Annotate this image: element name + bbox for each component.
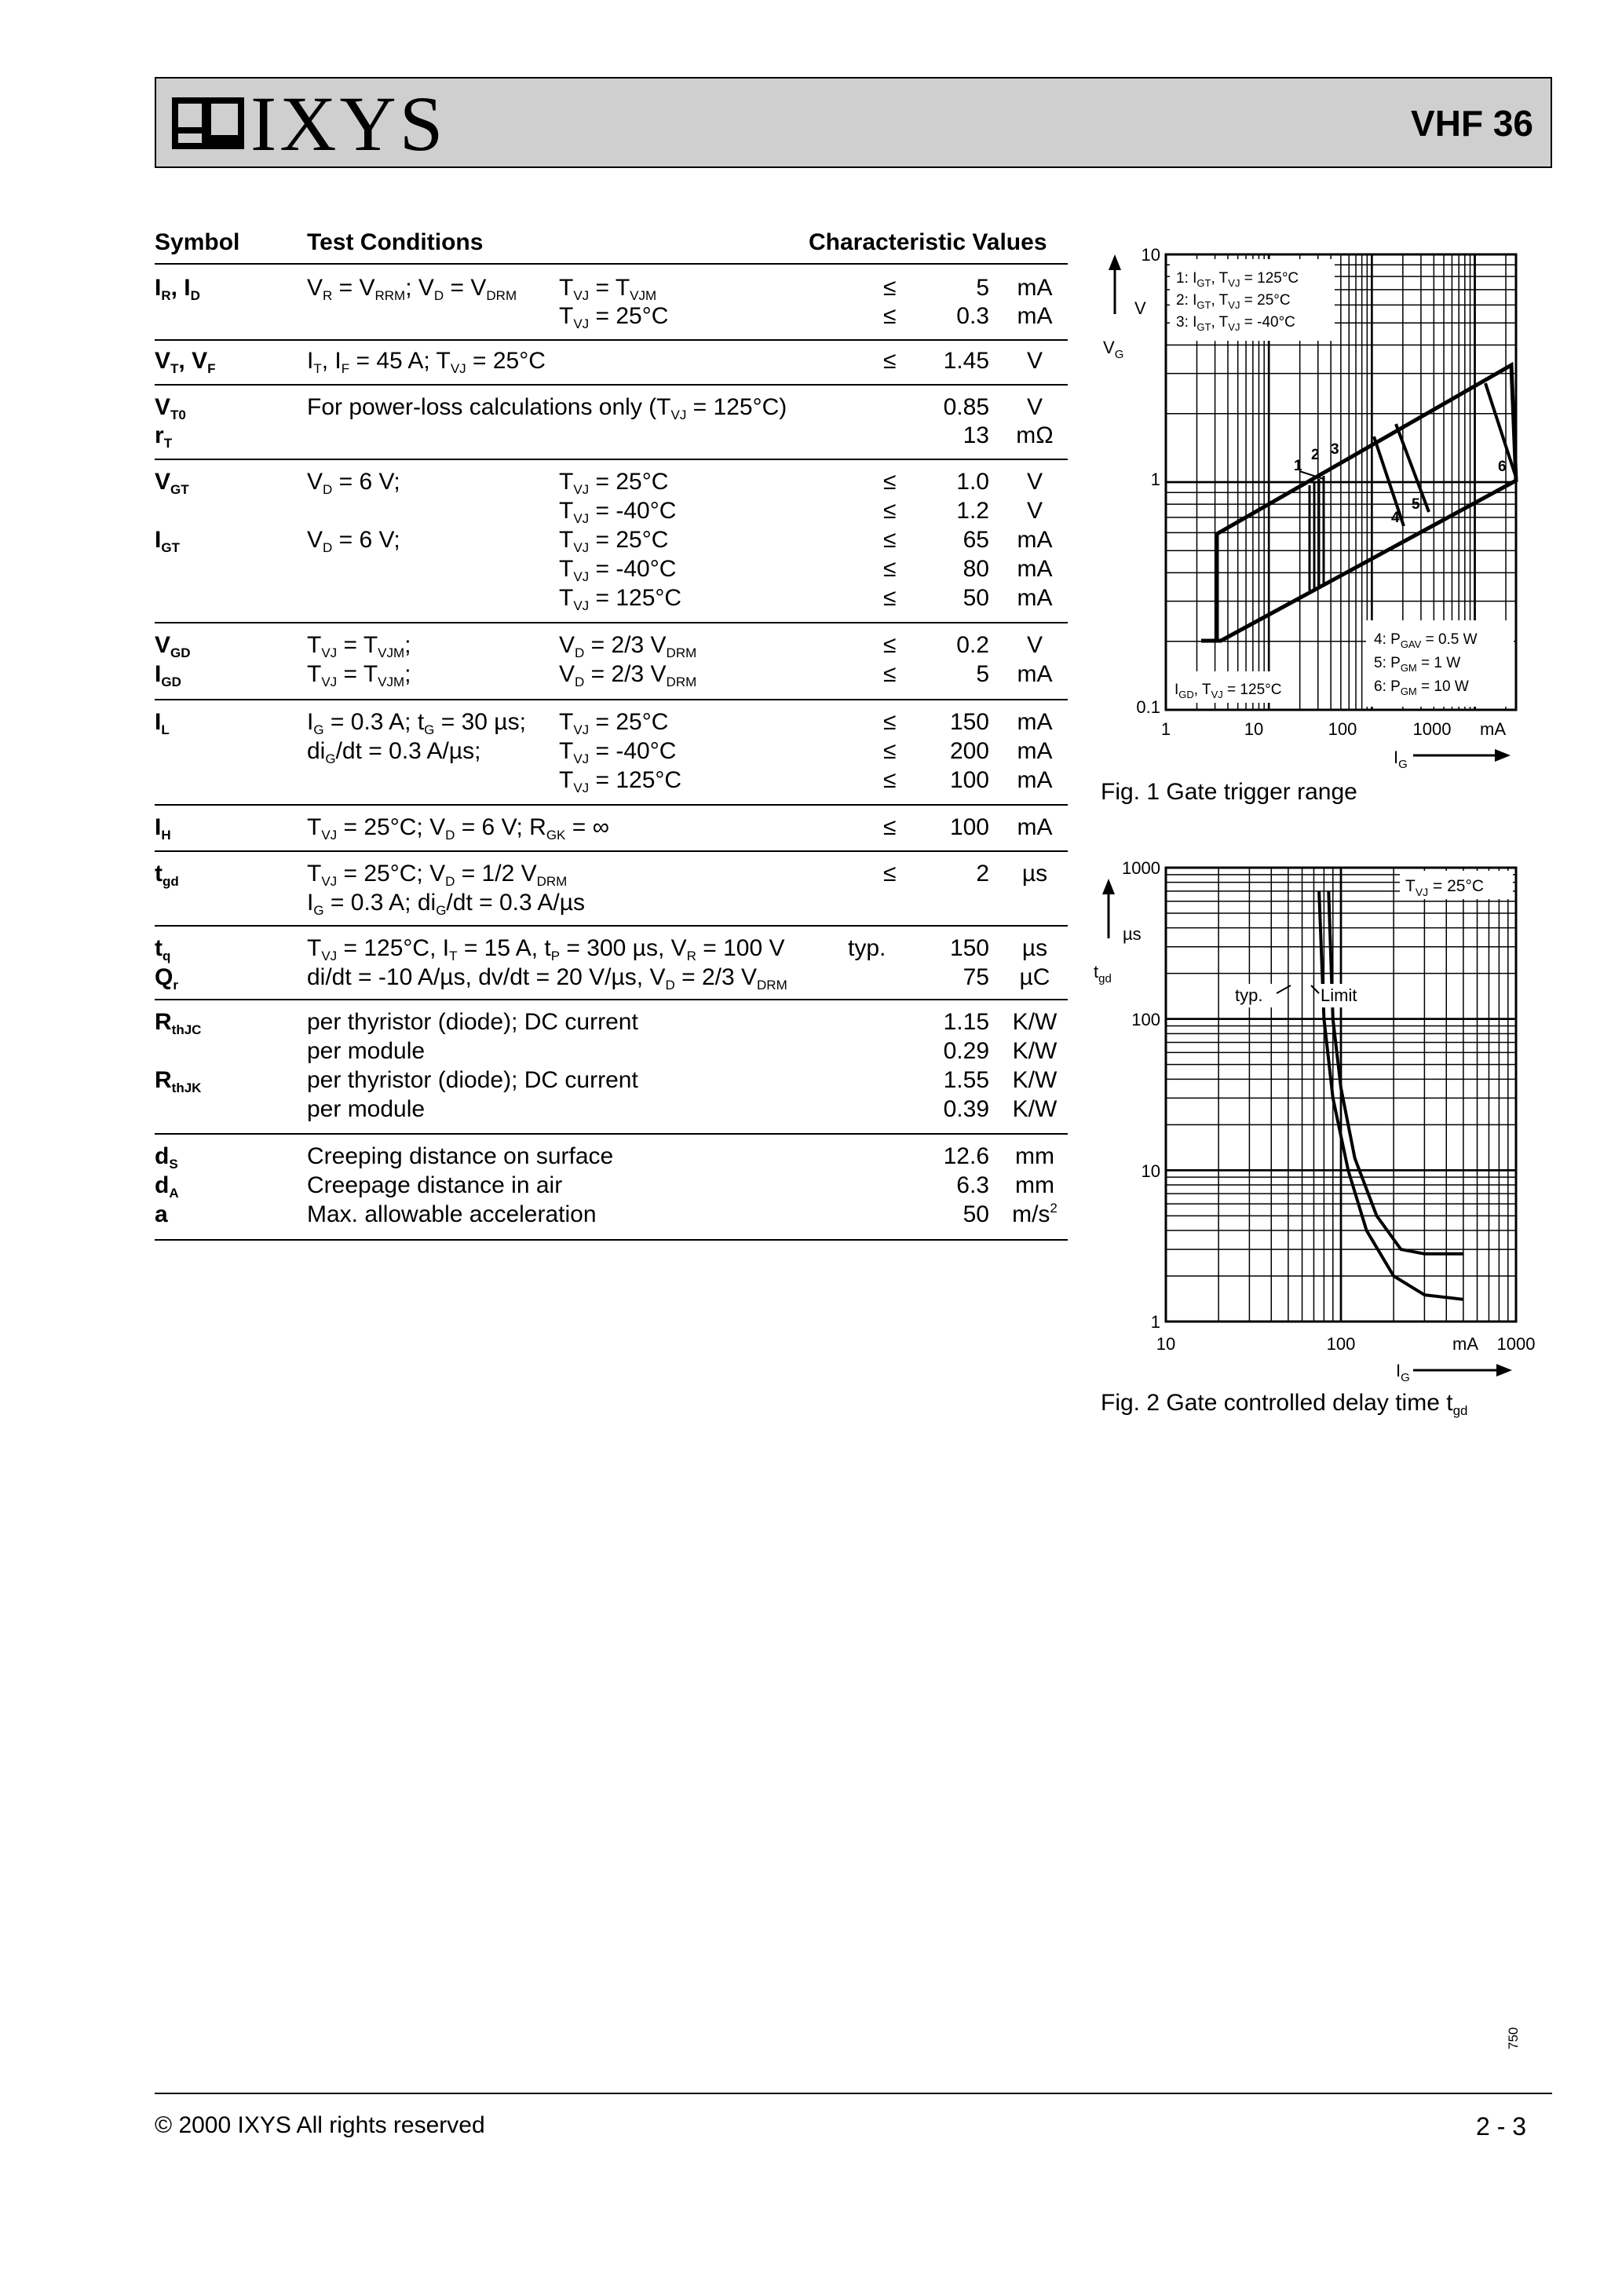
unit: mA: [1017, 709, 1053, 735]
unit: V: [1026, 469, 1043, 495]
ixys-logo: IXYS: [250, 80, 447, 167]
table-rule: [155, 263, 1068, 265]
value: 1.55: [943, 1067, 989, 1093]
table-rule: [155, 850, 1068, 852]
value: 1.2: [956, 498, 989, 524]
table-rule: [155, 925, 1068, 927]
symbol-vt0: $V_{T0}$: [155, 394, 186, 422]
fig2-y-label: $t_{gd}$: [1094, 962, 1112, 985]
fig1-legend-5: 5: $P_{GM}$ = 1 W: [1374, 655, 1461, 674]
cond-t: $T_{VJ} = 25^\circ C$: [559, 469, 669, 497]
cond-igd: $T_{VJ} = T_{VJM}$;: [307, 661, 411, 689]
fig2-ytick: 1: [1150, 1312, 1160, 1332]
unit: µC: [1019, 964, 1050, 990]
fig1-ytick: 10: [1141, 245, 1160, 265]
value: 1.15: [943, 1009, 989, 1035]
cond-igt: $V_D = 6$ V;: [307, 527, 400, 555]
unit: V: [1026, 632, 1043, 658]
value: 80: [963, 556, 989, 582]
unit: K/W: [1012, 1038, 1058, 1064]
value: 13: [963, 422, 989, 448]
cond-rthjk2: per module: [307, 1096, 426, 1122]
unit: V: [1026, 498, 1043, 524]
ixys-logo-mark: [172, 97, 244, 149]
fig1-xtick: 10: [1244, 719, 1264, 739]
symbol-ir-id: $I_R$, $I_D$: [155, 275, 200, 303]
unit: mA: [1017, 556, 1053, 582]
cond-t: $T_{VJ} = -40^\circ C$: [559, 498, 677, 526]
le-sign: ≤: [883, 498, 897, 524]
cond-vd: $V_D = 2/3$ $V_{DRM}$: [559, 632, 697, 660]
value: 65: [963, 527, 989, 553]
unit: mA: [1017, 767, 1053, 793]
fig2-y-unit: µs: [1123, 924, 1142, 944]
unit: $m/s^2$: [1012, 1201, 1058, 1227]
copyright: © 2000 IXYS All rights reserved: [155, 2112, 485, 2138]
cond-tgd: $T_{VJ} = 25^\circ C$; $V_D = 1/2$ $V_{DRM}$: [307, 861, 568, 889]
cond-t: $T_{VJ} = -40^\circ C$: [559, 738, 677, 766]
cond-da: Creepage distance in air: [307, 1172, 563, 1198]
cond-vd: $V_D = 2/3$ $V_{DRM}$: [559, 661, 697, 689]
cond-t: $T_{VJ} = 25^\circ C$: [559, 527, 669, 555]
symbol-da: $d_A$: [155, 1172, 179, 1201]
cond-ir-t2: $T_{VJ} = 25^\circ C$: [559, 303, 669, 331]
unit: mA: [1017, 527, 1053, 553]
value: 0.39: [943, 1096, 989, 1122]
le-sign: ≤: [883, 303, 897, 329]
symbol-vt-vf: $V_T$, $V_F$: [155, 348, 216, 376]
le-sign: ≤: [883, 556, 897, 582]
symbol-vgd: $V_{GD}$: [155, 632, 191, 660]
symbol-tgd: $t_{gd}$: [155, 861, 179, 889]
fig2-chart: [1091, 852, 1539, 1402]
unit: mA: [1017, 585, 1053, 611]
unit: mA: [1017, 661, 1053, 687]
fig2-y-arrow-head: [1102, 879, 1115, 894]
le-sign: ≤: [883, 469, 897, 495]
fig2-caption: Fig. 2 Gate controlled delay time $t_{gd}$: [1101, 1390, 1468, 1418]
cond-ds: Creeping distance on surface: [307, 1143, 614, 1169]
fig2-xtick: 10: [1156, 1334, 1176, 1354]
cond-t: $T_{VJ} = 125^\circ C$: [559, 767, 682, 795]
fig1-xtick: 1000: [1412, 719, 1452, 739]
value: 6.3: [956, 1172, 989, 1198]
cond-qr: di/dt = -10 A/µs, dv/dt = 20 V/µs, $V_D = 2/3$ $V_{DRM}$: [307, 964, 787, 993]
fig2-xtick: 100: [1326, 1334, 1356, 1354]
unit: mA: [1017, 303, 1053, 329]
cond-il-di: $di_G/dt = 0.3$ A/µs;: [307, 738, 481, 766]
symbol-igd: $I_{GD}$: [155, 661, 181, 689]
value: 1.0: [956, 469, 989, 495]
cond-a: Max. allowable acceleration: [307, 1201, 597, 1227]
fig1-curve-label-1: 1: [1294, 458, 1302, 474]
fig1-curve-label-5: 5: [1412, 496, 1420, 513]
fig2-xtick: 1000: [1496, 1334, 1536, 1354]
unit: µs: [1021, 861, 1048, 887]
table-rule: [155, 459, 1068, 460]
unit: mA: [1017, 814, 1053, 840]
unit: K/W: [1012, 1096, 1058, 1122]
cond-il: $I_G = 0.3$ A; $t_G = 30$ µs;: [307, 709, 526, 737]
fig1-xtick: 100: [1328, 719, 1357, 739]
fig1-y-label: $V_G$: [1103, 338, 1124, 361]
fig1-y-unit: V: [1134, 298, 1146, 318]
value: 1.45: [943, 348, 989, 374]
fig1-legend-4: 4: $P_{GAV} = 0.5$ W: [1374, 631, 1478, 650]
value: 150: [949, 935, 989, 961]
value: 0.85: [943, 394, 989, 420]
value: 75: [963, 964, 989, 990]
le-sign: ≤: [883, 585, 897, 611]
doc-code: 750: [1506, 2027, 1521, 2049]
value: 5: [976, 661, 989, 687]
table-rule: [155, 699, 1068, 700]
cond-vt0: For power-loss calculations only $(T_{VJ} = 125^\circ C)$: [307, 394, 787, 422]
le-sign: ≤: [883, 632, 897, 658]
le-sign: ≤: [883, 709, 897, 735]
col-test-conditions: Test Conditions: [307, 229, 484, 255]
col-characteristic-values: Characteristic Values: [809, 229, 1047, 255]
fig1-curve-label-2: 2: [1311, 447, 1320, 463]
value: 2: [976, 861, 989, 887]
footer-rule: [155, 2093, 1552, 2094]
le-sign: ≤: [883, 661, 897, 687]
table-rule: [155, 1239, 1068, 1241]
value: 0.29: [943, 1038, 989, 1064]
fig2-ytick: 10: [1141, 1161, 1160, 1181]
page-header: [155, 77, 1552, 168]
le-sign: ≤: [883, 738, 897, 764]
fig2-ytick: 100: [1131, 1010, 1160, 1029]
le-sign: ≤: [883, 527, 897, 553]
le-sign: ≤: [883, 814, 897, 840]
cond-ir-t1: $T_{VJ} = T_{VJM}$: [559, 275, 657, 303]
fig1-curve-label-6: 6: [1498, 459, 1507, 475]
symbol-a: a: [155, 1201, 168, 1227]
fig2-temp-label: $T_{VJ} = 25^\circ C$: [1405, 877, 1485, 898]
fig1-legend-1: 1: $I_{GT}$, $T_{VJ} = 125^\circ C$: [1176, 270, 1299, 289]
symbol-qr: $Q_r$: [155, 964, 178, 993]
value: 50: [963, 1201, 989, 1227]
value: 100: [949, 814, 989, 840]
fig1-trigger-boundary: [1201, 365, 1516, 641]
fig2-label-typ: typ.: [1235, 985, 1263, 1005]
cond-vgt: $V_D = 6$ V;: [307, 469, 400, 497]
symbol-vgt: $V_{GT}$: [155, 469, 189, 497]
fig1-x-arrow-head: [1495, 749, 1511, 762]
table-rule: [155, 999, 1068, 1000]
cond-t: $T_{VJ} = -40^\circ C$: [559, 556, 677, 584]
fig1-curve-label-3: 3: [1331, 441, 1339, 458]
cond-ih: $T_{VJ} = 25^\circ C$; $V_D = 6$ V; $R_{GK}$ = ∞: [307, 814, 609, 843]
le-sign: ≤: [883, 348, 897, 374]
le-sign: ≤: [883, 861, 897, 887]
col-symbol: Symbol: [155, 229, 240, 255]
table-rule: [155, 622, 1068, 623]
le-sign: ≤: [883, 767, 897, 793]
unit: V: [1026, 394, 1043, 420]
value: 100: [949, 767, 989, 793]
table-rule: [155, 339, 1068, 341]
symbol-rthjk: $R_{thJK}$: [155, 1067, 202, 1095]
fig2-limit-pointer: [1311, 985, 1319, 993]
cond-ir: $V_R = V_{RRM}$; $V_D = V_{DRM}$: [307, 275, 517, 303]
fig2-ytick: 1000: [1122, 858, 1160, 878]
fig1-igd-note: $I_{GD}$, $T_{VJ} = 125^\circ C$: [1174, 682, 1282, 700]
table-rule: [155, 1133, 1068, 1135]
unit: K/W: [1012, 1067, 1058, 1093]
cond-tgd2: $I_G = 0.3$ A; $di_G/dt = 0.3$ A/µs: [307, 890, 585, 918]
unit: mm: [1015, 1143, 1054, 1169]
fig1-ytick: 1: [1150, 470, 1160, 489]
fig1-ytick: 0.1: [1136, 697, 1160, 717]
fig1-caption: Fig. 1 Gate trigger range: [1101, 779, 1357, 805]
fig1-legend-6: 6: $P_{GM} = 10$ W: [1374, 678, 1469, 697]
cond-rthjc1: per thyristor (diode); DC current: [307, 1009, 638, 1035]
value: 0.2: [956, 632, 989, 658]
value: 200: [949, 738, 989, 764]
unit: mA: [1017, 275, 1053, 301]
le-sign: ≤: [883, 275, 897, 301]
cond-t: $T_{VJ} = 125^\circ C$: [559, 585, 682, 613]
symbol-ds: $d_S$: [155, 1143, 178, 1172]
fig1-x-unit: mA: [1480, 719, 1506, 739]
unit: mΩ: [1016, 422, 1054, 448]
table-rule: [155, 384, 1068, 386]
fig2-x-unit: mA: [1452, 1334, 1478, 1354]
fig2-x-label: $I_G$: [1396, 1361, 1410, 1384]
fig1-legend-3: 3: $I_{GT}$, $T_{VJ} = -40^\circ C$: [1176, 314, 1295, 333]
cond-rthjc2: per module: [307, 1038, 426, 1064]
page-number: 2 - 3: [1476, 2112, 1527, 2141]
table-rule: [155, 804, 1068, 806]
symbol-rt: $r_T$: [155, 422, 173, 451]
cond-t: $T_{VJ} = 25^\circ C$: [559, 709, 669, 737]
fig1-curve-label-4: 4: [1391, 510, 1400, 526]
value: 150: [949, 709, 989, 735]
value: 50: [963, 585, 989, 611]
unit: mA: [1017, 738, 1053, 764]
fig1-x-label: $I_G$: [1394, 748, 1408, 771]
unit: µs: [1021, 935, 1048, 961]
value: 5: [976, 275, 989, 301]
symbol-ih: $I_H$: [155, 814, 171, 843]
fig1-xtick: 1: [1160, 719, 1171, 739]
cond-vt: $I_T$, $I_F = 45$ A; $T_{VJ} = 25^\circ C$: [307, 348, 546, 376]
symbol-tq: $t_q$: [155, 935, 171, 963]
cond-tq: $T_{VJ} = 125^\circ C$, $I_T = 15$ A, $t_P = 300$ µs, $V_R = 100$ V: [307, 935, 785, 963]
unit: V: [1026, 348, 1043, 374]
fig2-x-arrow-head: [1496, 1364, 1512, 1377]
value: 12.6: [943, 1143, 989, 1169]
cond-vgd: $T_{VJ} = T_{VJM}$;: [307, 632, 411, 660]
fig1-chart: [1099, 236, 1539, 801]
typ-label: typ.: [848, 935, 886, 961]
part-number: VHF 36: [1411, 103, 1533, 144]
value: 0.3: [956, 303, 989, 329]
symbol-rthjc: $R_{thJC}$: [155, 1009, 202, 1037]
fig2-curve-limit: [1328, 891, 1463, 1254]
fig1-legend-2: 2: $I_{GT}$, $T_{VJ} = 25^\circ C$: [1176, 292, 1291, 311]
cond-rthjk1: per thyristor (diode); DC current: [307, 1067, 638, 1093]
symbol-il: $I_L$: [155, 709, 170, 737]
symbol-igt: $I_{GT}$: [155, 527, 180, 555]
fig2-label-limit: Limit: [1321, 985, 1357, 1005]
unit: K/W: [1012, 1009, 1058, 1035]
fig1-y-arrow-head: [1109, 254, 1121, 270]
unit: mm: [1015, 1172, 1054, 1198]
